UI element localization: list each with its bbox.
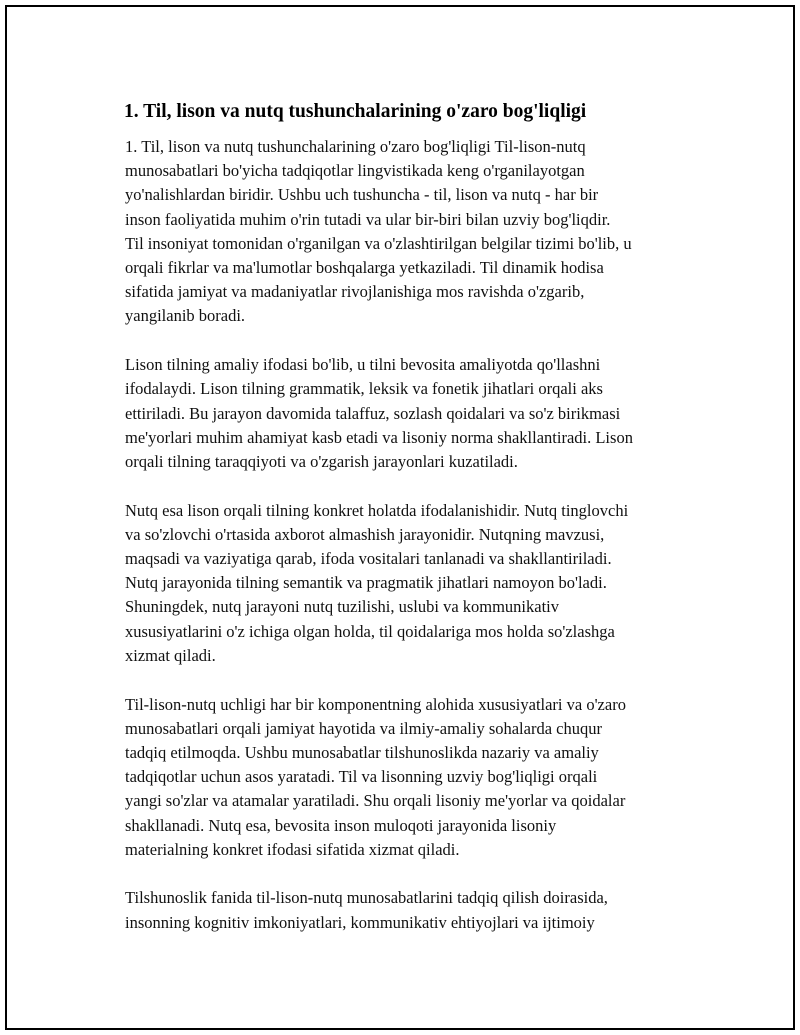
document-body — [119, 99, 699, 959]
paragraph: Til-lison-nutq uchligi har bir komponentning alohida xususiyatlari va o'zaro munosabatlari orqali jamiyat hayotida va ilmiy-amaliy sohalarda chuqur tadqiq etilmoqda. Ushbu munosabatlar tilshunoslikda nazariy va amaliy tadqiqotlar uchun asos yaratadi. Til va lisonning uzviy bog'liqligi orqali yangi so'zlar va atamalar yaratiladi. Shu orqali lisoniy me'yorlar va qoidalar shakllanadi. Nutq esa, bevosita inson muloqoti jarayonida lisoniy materialning konkret ifodasi sifatida xizmat qiladi. — [125, 694, 626, 859]
page — [5, 5, 795, 1030]
document-title: 1. Til, lison va nutq tushunchalarining o'zaro bog'liqligi — [124, 101, 587, 122]
paragraph: Lison tilning amaliy ifodasi bo'lib, u tilni bevosita amaliyotda qo'llashni ifodalaydi. Lison tilning grammatik, leksik va fonetik jihatlari orqali aks ettiriladi. Bu jarayon davomida talaffuz, sozlash qoidalari va so'z birikmasi me'yorlari muhim ahamiyat kasb etadi va lisoniy norma shakllantiradi. Lison orqali tilning taraqqiyoti va o'zgarish jarayonlari kuzatiladi. — [125, 355, 633, 471]
paragraph: 1. Til, lison va nutq tushunchalarining o'zaro bog'liqligi Til-lison-nutq munosabatlari bo'yicha tadqiqotlar lingvistikada keng o'rganilayotgan yo'nalishlardan biridir. Ushbu uch tushuncha - til, lison va nutq - har bir inson faoliyatida muhim o'rin tutadi va ular bir-biri bilan uzviy bog'liqdir. Til insoniyat tomonidan o'rganilgan va o'zlashtirilgan belgilar tizimi bo'lib, u orqali fikrlar va ma'lumotlar boshqalarga yetkaziladi. Til dinamik hodisa sifatida jamiyat va madaniyatlar rivojlanishiga mos ravishda o'zgarib, yangilanib boradi. — [125, 137, 632, 326]
paragraph: Nutq esa lison orqali tilning konkret holatda ifodalanishidir. Nutq tinglovchi va so'zlovchi o'rtasida axborot almashish jarayonidir. Nutqning mavzusi, maqsadi va vaziyatiga qarab, ifoda vositalari tanlanadi va shakllantiriladi. Nutq jarayonida tilning semantik va pragmatik jihatlari namoyon bo'ladi. Shuningdek, nutq jarayoni nutq tuzilishi, uslubi va kommunikativ xususiyatlarini o'z ichiga olgan holda, til qoidalariga mos holda so'zlashga xizmat qiladi. — [125, 500, 629, 665]
paragraph: Tilshunoslik fanida til-lison-nutq munosabatlarini tadqiq qilish doirasida, insonning kognitiv imkoniyatlari, kommunikativ ehtiyojlari va ijtimoiy — [125, 888, 608, 932]
